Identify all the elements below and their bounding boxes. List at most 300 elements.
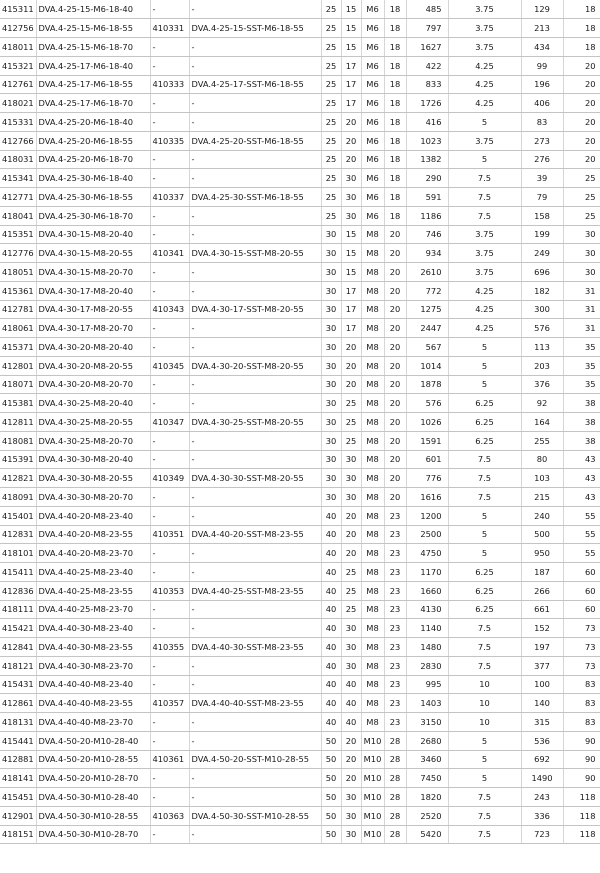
weight-cell: 18 bbox=[563, 0, 600, 19]
part-number-cell: 418111 bbox=[0, 600, 36, 619]
thread-cell: M6 bbox=[361, 206, 384, 225]
diameter-cell: 25 bbox=[321, 206, 341, 225]
weight-cell: 60 bbox=[563, 581, 600, 600]
height-cell: 20 bbox=[341, 506, 361, 525]
weight-cell: 118 bbox=[563, 806, 600, 825]
diameter-cell: 25 bbox=[321, 38, 341, 57]
weight-cell: 43 bbox=[563, 450, 600, 469]
length-cell: 20 bbox=[384, 281, 406, 300]
description-cell: DVA.4-25-15-M6-18-55 bbox=[36, 19, 150, 38]
weight-cell: 90 bbox=[563, 750, 600, 769]
height-cell: 25 bbox=[341, 431, 361, 450]
height-cell: 25 bbox=[341, 563, 361, 582]
length-cell: 18 bbox=[384, 150, 406, 169]
deflection-cell: 7.5 bbox=[448, 469, 521, 488]
length-cell: 20 bbox=[384, 225, 406, 244]
sst-part-number-cell: - bbox=[150, 506, 189, 525]
sst-description-cell: - bbox=[189, 319, 321, 338]
part-number-cell: 415361 bbox=[0, 281, 36, 300]
thread-cell: M6 bbox=[361, 19, 384, 38]
description-cell: DVA.4-30-20-M8-20-40 bbox=[36, 338, 150, 357]
thread-cell: M6 bbox=[361, 131, 384, 150]
part-number-cell: 412801 bbox=[0, 356, 36, 375]
length-cell: 18 bbox=[384, 188, 406, 207]
weight-cell: 73 bbox=[563, 638, 600, 657]
deflection-cell: 7.5 bbox=[448, 188, 521, 207]
sst-part-number-cell: 410349 bbox=[150, 469, 189, 488]
description-cell: DVA.4-40-20-M8-23-55 bbox=[36, 525, 150, 544]
diameter-cell: 25 bbox=[321, 150, 341, 169]
value-cell: 1170 bbox=[406, 563, 448, 582]
diameter-cell: 30 bbox=[321, 394, 341, 413]
description-cell: DVA.4-40-20-M8-23-70 bbox=[36, 544, 150, 563]
thread-cell: M6 bbox=[361, 188, 384, 207]
table-row bbox=[0, 56, 600, 75]
sst-description-cell: - bbox=[189, 488, 321, 507]
part-number-cell: 415391 bbox=[0, 450, 36, 469]
sst-part-number-cell: - bbox=[150, 375, 189, 394]
sst-description-cell: - bbox=[189, 675, 321, 694]
height-cell: 15 bbox=[341, 38, 361, 57]
deflection-cell: 7.5 bbox=[448, 619, 521, 638]
height-cell: 30 bbox=[341, 488, 361, 507]
height-cell: 17 bbox=[341, 319, 361, 338]
sst-description-cell: - bbox=[189, 544, 321, 563]
part-number-cell: 412861 bbox=[0, 694, 36, 713]
description-cell: DVA.4-50-20-M10-28-40 bbox=[36, 731, 150, 750]
height-cell: 20 bbox=[341, 131, 361, 150]
deflection-cell: 5 bbox=[448, 525, 521, 544]
deflection-cell: 6.25 bbox=[448, 581, 521, 600]
deflection-cell: 3.75 bbox=[448, 38, 521, 57]
sst-description-cell: DVA.4-25-30-SST-M6-18-55 bbox=[189, 188, 321, 207]
diameter-cell: 30 bbox=[321, 469, 341, 488]
part-number-cell: 415451 bbox=[0, 788, 36, 807]
description-cell: DVA.4-30-15-M8-20-40 bbox=[36, 225, 150, 244]
table-row bbox=[0, 788, 600, 807]
sst-part-number-cell: - bbox=[150, 56, 189, 75]
value-cell: 1382 bbox=[406, 150, 448, 169]
weight-cell: 83 bbox=[563, 713, 600, 732]
sst-description-cell: - bbox=[189, 769, 321, 788]
table-row bbox=[0, 375, 600, 394]
diameter-cell: 50 bbox=[321, 825, 341, 844]
sst-part-number-cell: 410361 bbox=[150, 750, 189, 769]
sst-description-cell: - bbox=[189, 431, 321, 450]
sst-description-cell: DVA.4-30-30-SST-M8-20-55 bbox=[189, 469, 321, 488]
deflection-cell: 6.25 bbox=[448, 431, 521, 450]
height-cell: 17 bbox=[341, 56, 361, 75]
diameter-cell: 40 bbox=[321, 656, 341, 675]
value-cell: 1726 bbox=[406, 94, 448, 113]
sst-part-number-cell: 410351 bbox=[150, 525, 189, 544]
diameter-cell: 50 bbox=[321, 769, 341, 788]
table-row bbox=[0, 300, 600, 319]
rate-cell: 576 bbox=[521, 319, 563, 338]
sst-description-cell: - bbox=[189, 225, 321, 244]
weight-cell: 20 bbox=[563, 94, 600, 113]
value-cell: 601 bbox=[406, 450, 448, 469]
part-number-cell: 418051 bbox=[0, 263, 36, 282]
height-cell: 20 bbox=[341, 113, 361, 132]
sst-part-number-cell: - bbox=[150, 150, 189, 169]
thread-cell: M8 bbox=[361, 244, 384, 263]
thread-cell: M6 bbox=[361, 113, 384, 132]
diameter-cell: 25 bbox=[321, 188, 341, 207]
height-cell: 25 bbox=[341, 600, 361, 619]
part-number-cell: 412781 bbox=[0, 300, 36, 319]
diameter-cell: 50 bbox=[321, 806, 341, 825]
value-cell: 1023 bbox=[406, 131, 448, 150]
length-cell: 18 bbox=[384, 38, 406, 57]
weight-cell: 83 bbox=[563, 694, 600, 713]
weight-cell: 25 bbox=[563, 206, 600, 225]
description-cell: DVA.4-30-25-M8-20-55 bbox=[36, 413, 150, 432]
length-cell: 20 bbox=[384, 488, 406, 507]
rate-cell: 315 bbox=[521, 713, 563, 732]
rate-cell: 129 bbox=[521, 0, 563, 19]
height-cell: 40 bbox=[341, 713, 361, 732]
sst-description-cell: DVA.4-50-30-SST-M10-28-55 bbox=[189, 806, 321, 825]
length-cell: 20 bbox=[384, 413, 406, 432]
weight-cell: 31 bbox=[563, 281, 600, 300]
diameter-cell: 25 bbox=[321, 131, 341, 150]
height-cell: 30 bbox=[341, 469, 361, 488]
sst-part-number-cell: 410355 bbox=[150, 638, 189, 657]
sst-description-cell: - bbox=[189, 788, 321, 807]
thread-cell: M8 bbox=[361, 431, 384, 450]
weight-cell: 35 bbox=[563, 356, 600, 375]
sst-description-cell: - bbox=[189, 506, 321, 525]
description-cell: DVA.4-30-30-M8-20-40 bbox=[36, 450, 150, 469]
deflection-cell: 5 bbox=[448, 113, 521, 132]
part-number-cell: 412761 bbox=[0, 75, 36, 94]
description-cell: DVA.4-30-15-M8-20-70 bbox=[36, 263, 150, 282]
table-row bbox=[0, 544, 600, 563]
sst-description-cell: - bbox=[189, 113, 321, 132]
length-cell: 23 bbox=[384, 600, 406, 619]
diameter-cell: 25 bbox=[321, 113, 341, 132]
deflection-cell: 5 bbox=[448, 375, 521, 394]
description-cell: DVA.4-40-25-M8-23-40 bbox=[36, 563, 150, 582]
description-cell: DVA.4-50-30-M10-28-55 bbox=[36, 806, 150, 825]
length-cell: 28 bbox=[384, 731, 406, 750]
rate-cell: 80 bbox=[521, 450, 563, 469]
height-cell: 20 bbox=[341, 731, 361, 750]
diameter-cell: 30 bbox=[321, 450, 341, 469]
sst-description-cell: - bbox=[189, 600, 321, 619]
diameter-cell: 25 bbox=[321, 0, 341, 19]
thread-cell: M8 bbox=[361, 338, 384, 357]
value-cell: 772 bbox=[406, 281, 448, 300]
length-cell: 28 bbox=[384, 788, 406, 807]
weight-cell: 20 bbox=[563, 113, 600, 132]
part-number-cell: 415421 bbox=[0, 619, 36, 638]
rate-cell: 240 bbox=[521, 506, 563, 525]
rate-cell: 103 bbox=[521, 469, 563, 488]
height-cell: 30 bbox=[341, 638, 361, 657]
weight-cell: 30 bbox=[563, 263, 600, 282]
description-cell: DVA.4-25-30-M6-18-40 bbox=[36, 169, 150, 188]
diameter-cell: 30 bbox=[321, 356, 341, 375]
thread-cell: M8 bbox=[361, 394, 384, 413]
sst-description-cell: DVA.4-25-20-SST-M6-18-55 bbox=[189, 131, 321, 150]
weight-cell: 18 bbox=[563, 19, 600, 38]
table-row bbox=[0, 731, 600, 750]
value-cell: 2680 bbox=[406, 731, 448, 750]
description-cell: DVA.4-25-15-M6-18-70 bbox=[36, 38, 150, 57]
value-cell: 567 bbox=[406, 338, 448, 357]
length-cell: 18 bbox=[384, 206, 406, 225]
weight-cell: 38 bbox=[563, 431, 600, 450]
rate-cell: 500 bbox=[521, 525, 563, 544]
thread-cell: M8 bbox=[361, 675, 384, 694]
rate-cell: 696 bbox=[521, 263, 563, 282]
table-row bbox=[0, 38, 600, 57]
description-cell: DVA.4-40-30-M8-23-55 bbox=[36, 638, 150, 657]
part-number-cell: 418071 bbox=[0, 375, 36, 394]
diameter-cell: 25 bbox=[321, 75, 341, 94]
thread-cell: M8 bbox=[361, 413, 384, 432]
length-cell: 20 bbox=[384, 375, 406, 394]
rate-cell: 661 bbox=[521, 600, 563, 619]
thread-cell: M8 bbox=[361, 638, 384, 657]
table-row bbox=[0, 0, 600, 19]
thread-cell: M8 bbox=[361, 563, 384, 582]
rate-cell: 1490 bbox=[521, 769, 563, 788]
part-number-cell: 415321 bbox=[0, 56, 36, 75]
length-cell: 23 bbox=[384, 638, 406, 657]
description-cell: DVA.4-30-20-M8-20-70 bbox=[36, 375, 150, 394]
description-cell: DVA.4-40-40-M8-23-70 bbox=[36, 713, 150, 732]
sst-description-cell: - bbox=[189, 394, 321, 413]
sst-description-cell: - bbox=[189, 56, 321, 75]
deflection-cell: 4.25 bbox=[448, 75, 521, 94]
diameter-cell: 25 bbox=[321, 169, 341, 188]
part-number-cell: 412756 bbox=[0, 19, 36, 38]
part-number-cell: 415381 bbox=[0, 394, 36, 413]
deflection-cell: 7.5 bbox=[448, 206, 521, 225]
rate-cell: 197 bbox=[521, 638, 563, 657]
table-row bbox=[0, 806, 600, 825]
value-cell: 746 bbox=[406, 225, 448, 244]
thread-cell: M8 bbox=[361, 450, 384, 469]
sst-description-cell: DVA.4-30-17-SST-M8-20-55 bbox=[189, 300, 321, 319]
description-cell: DVA.4-25-17-M6-18-55 bbox=[36, 75, 150, 94]
description-cell: DVA.4-25-30-M6-18-55 bbox=[36, 188, 150, 207]
length-cell: 23 bbox=[384, 675, 406, 694]
rate-cell: 213 bbox=[521, 19, 563, 38]
length-cell: 18 bbox=[384, 19, 406, 38]
height-cell: 30 bbox=[341, 806, 361, 825]
thread-cell: M6 bbox=[361, 75, 384, 94]
weight-cell: 55 bbox=[563, 506, 600, 525]
part-number-cell: 418041 bbox=[0, 206, 36, 225]
diameter-cell: 40 bbox=[321, 675, 341, 694]
deflection-cell: 5 bbox=[448, 356, 521, 375]
thread-cell: M10 bbox=[361, 769, 384, 788]
deflection-cell: 5 bbox=[448, 506, 521, 525]
table-row bbox=[0, 713, 600, 732]
weight-cell: 60 bbox=[563, 600, 600, 619]
height-cell: 30 bbox=[341, 825, 361, 844]
length-cell: 18 bbox=[384, 169, 406, 188]
length-cell: 20 bbox=[384, 450, 406, 469]
thread-cell: M10 bbox=[361, 731, 384, 750]
sst-description-cell: DVA.4-25-15-SST-M6-18-55 bbox=[189, 19, 321, 38]
deflection-cell: 10 bbox=[448, 675, 521, 694]
weight-cell: 18 bbox=[563, 38, 600, 57]
height-cell: 30 bbox=[341, 656, 361, 675]
part-number-cell: 415431 bbox=[0, 675, 36, 694]
deflection-cell: 4.25 bbox=[448, 319, 521, 338]
part-number-cell: 412836 bbox=[0, 581, 36, 600]
diameter-cell: 30 bbox=[321, 488, 341, 507]
value-cell: 833 bbox=[406, 75, 448, 94]
height-cell: 20 bbox=[341, 525, 361, 544]
deflection-cell: 5 bbox=[448, 338, 521, 357]
sst-part-number-cell: - bbox=[150, 94, 189, 113]
table-row bbox=[0, 150, 600, 169]
part-number-cell: 418141 bbox=[0, 769, 36, 788]
weight-cell: 30 bbox=[563, 244, 600, 263]
height-cell: 25 bbox=[341, 413, 361, 432]
thread-cell: M8 bbox=[361, 375, 384, 394]
sst-description-cell: - bbox=[189, 563, 321, 582]
sst-part-number-cell: - bbox=[150, 619, 189, 638]
description-cell: DVA.4-30-25-M8-20-40 bbox=[36, 394, 150, 413]
weight-cell: 30 bbox=[563, 225, 600, 244]
weight-cell: 25 bbox=[563, 188, 600, 207]
sst-part-number-cell: 410333 bbox=[150, 75, 189, 94]
table-row bbox=[0, 619, 600, 638]
thread-cell: M8 bbox=[361, 600, 384, 619]
value-cell: 576 bbox=[406, 394, 448, 413]
deflection-cell: 7.5 bbox=[448, 638, 521, 657]
sst-description-cell: DVA.4-30-15-SST-M8-20-55 bbox=[189, 244, 321, 263]
rate-cell: 406 bbox=[521, 94, 563, 113]
table-row bbox=[0, 225, 600, 244]
deflection-cell: 7.5 bbox=[448, 450, 521, 469]
description-cell: DVA.4-30-17-M8-20-70 bbox=[36, 319, 150, 338]
weight-cell: 118 bbox=[563, 788, 600, 807]
value-cell: 4130 bbox=[406, 600, 448, 619]
value-cell: 995 bbox=[406, 675, 448, 694]
description-cell: DVA.4-40-30-M8-23-40 bbox=[36, 619, 150, 638]
table-row bbox=[0, 131, 600, 150]
value-cell: 416 bbox=[406, 113, 448, 132]
part-number-cell: 412821 bbox=[0, 469, 36, 488]
height-cell: 17 bbox=[341, 300, 361, 319]
height-cell: 15 bbox=[341, 263, 361, 282]
value-cell: 1275 bbox=[406, 300, 448, 319]
length-cell: 20 bbox=[384, 244, 406, 263]
thread-cell: M6 bbox=[361, 0, 384, 19]
deflection-cell: 5 bbox=[448, 750, 521, 769]
weight-cell: 35 bbox=[563, 338, 600, 357]
deflection-cell: 4.25 bbox=[448, 94, 521, 113]
length-cell: 20 bbox=[384, 356, 406, 375]
length-cell: 18 bbox=[384, 131, 406, 150]
thread-cell: M6 bbox=[361, 169, 384, 188]
diameter-cell: 40 bbox=[321, 694, 341, 713]
sst-part-number-cell: - bbox=[150, 281, 189, 300]
sst-part-number-cell: - bbox=[150, 169, 189, 188]
deflection-cell: 10 bbox=[448, 694, 521, 713]
diameter-cell: 30 bbox=[321, 244, 341, 263]
rate-cell: 377 bbox=[521, 656, 563, 675]
height-cell: 15 bbox=[341, 225, 361, 244]
diameter-cell: 50 bbox=[321, 750, 341, 769]
deflection-cell: 3.75 bbox=[448, 19, 521, 38]
part-number-cell: 412811 bbox=[0, 413, 36, 432]
diameter-cell: 25 bbox=[321, 94, 341, 113]
deflection-cell: 7.5 bbox=[448, 788, 521, 807]
length-cell: 23 bbox=[384, 525, 406, 544]
thread-cell: M6 bbox=[361, 38, 384, 57]
length-cell: 18 bbox=[384, 56, 406, 75]
sst-part-number-cell: - bbox=[150, 263, 189, 282]
sst-description-cell: - bbox=[189, 281, 321, 300]
diameter-cell: 30 bbox=[321, 263, 341, 282]
thread-cell: M10 bbox=[361, 788, 384, 807]
length-cell: 20 bbox=[384, 338, 406, 357]
deflection-cell: 3.75 bbox=[448, 263, 521, 282]
rate-cell: 199 bbox=[521, 225, 563, 244]
sst-description-cell: - bbox=[189, 713, 321, 732]
sst-part-number-cell: - bbox=[150, 825, 189, 844]
rate-cell: 164 bbox=[521, 413, 563, 432]
length-cell: 28 bbox=[384, 750, 406, 769]
sst-description-cell: DVA.4-40-20-SST-M8-23-55 bbox=[189, 525, 321, 544]
sst-part-number-cell: 410357 bbox=[150, 694, 189, 713]
value-cell: 1878 bbox=[406, 375, 448, 394]
sst-part-number-cell: - bbox=[150, 431, 189, 450]
table-row bbox=[0, 319, 600, 338]
rate-cell: 536 bbox=[521, 731, 563, 750]
value-cell: 4750 bbox=[406, 544, 448, 563]
description-cell: DVA.4-25-20-M6-18-40 bbox=[36, 113, 150, 132]
sst-description-cell: DVA.4-40-25-SST-M8-23-55 bbox=[189, 581, 321, 600]
sst-description-cell: - bbox=[189, 0, 321, 19]
height-cell: 40 bbox=[341, 694, 361, 713]
table-row bbox=[0, 244, 600, 263]
sst-part-number-cell: - bbox=[150, 713, 189, 732]
table-row bbox=[0, 488, 600, 507]
height-cell: 30 bbox=[341, 450, 361, 469]
sst-part-number-cell: - bbox=[150, 675, 189, 694]
diameter-cell: 40 bbox=[321, 581, 341, 600]
thread-cell: M8 bbox=[361, 713, 384, 732]
sst-description-cell: - bbox=[189, 619, 321, 638]
length-cell: 28 bbox=[384, 825, 406, 844]
rate-cell: 243 bbox=[521, 788, 563, 807]
value-cell: 1140 bbox=[406, 619, 448, 638]
sst-part-number-cell: 410337 bbox=[150, 188, 189, 207]
rate-cell: 692 bbox=[521, 750, 563, 769]
table-row bbox=[0, 525, 600, 544]
part-number-cell: 418031 bbox=[0, 150, 36, 169]
rate-cell: 300 bbox=[521, 300, 563, 319]
height-cell: 25 bbox=[341, 394, 361, 413]
diameter-cell: 30 bbox=[321, 319, 341, 338]
table-row bbox=[0, 75, 600, 94]
rate-cell: 79 bbox=[521, 188, 563, 207]
description-cell: DVA.4-50-20-M10-28-55 bbox=[36, 750, 150, 769]
height-cell: 17 bbox=[341, 94, 361, 113]
height-cell: 20 bbox=[341, 150, 361, 169]
sst-description-cell: - bbox=[189, 38, 321, 57]
